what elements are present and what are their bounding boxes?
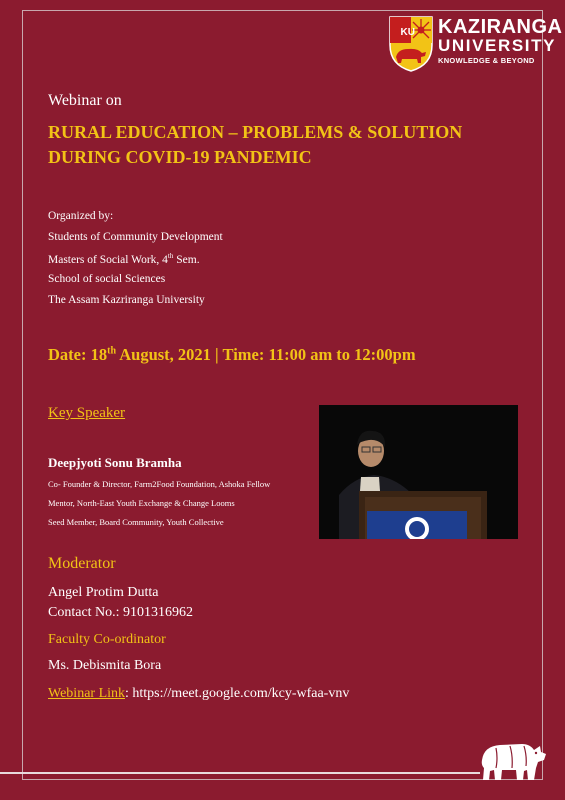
intro-text: Webinar on — [48, 92, 122, 109]
logo-wordmark — [438, 17, 563, 65]
faculty-name: Ms. Debismita Bora — [48, 658, 162, 673]
webinar-link-row — [48, 686, 349, 702]
key-speaker-heading: Key Speaker — [48, 405, 126, 421]
bottom-divider — [0, 772, 480, 774]
title-line1: RURAL EDUCATION – PROBLEMS & SOLUTION — [48, 122, 463, 142]
moderator-heading: Moderator — [48, 555, 116, 572]
shield-emblem-icon — [388, 15, 434, 73]
university-logo — [388, 15, 563, 75]
logo-name-line2: UNIVERSITY — [438, 36, 557, 55]
moderator-contact: Contact No.: 9101316962 — [48, 605, 194, 620]
rhino-icon — [478, 738, 550, 782]
speaker-photo — [319, 405, 518, 539]
webinar-link-url[interactable]: : https://meet.google.com/kcy-wfaa-vnv — [125, 686, 350, 701]
speaker-role: Mentor, North-East Youth Exchange & Change Looms — [48, 498, 235, 508]
speaker-role: Seed Member, Board Community, Youth Collective — [48, 517, 224, 527]
logo-name-line1: KAZIRANGA — [438, 16, 563, 38]
date-time: Date: 18th August, 2021 | Time: 11:00 am to 12:00pm — [48, 345, 416, 364]
organizer-line: School of social Sciences — [48, 273, 166, 285]
organizers-heading: Organized by: — [48, 210, 114, 222]
organizer-line: The Assam Kazriranga University — [48, 294, 205, 306]
webinar-link-label[interactable]: Webinar Link — [48, 686, 126, 701]
organizer-line: Students of Community Development — [48, 231, 223, 243]
faculty-heading: Faculty Co-ordinator — [48, 632, 166, 647]
logo-badge-text: KU — [400, 27, 415, 38]
title-line2: DURING COVID-19 PANDEMIC — [48, 147, 312, 167]
organizer-line: Masters of Social Work, 4th Sem. — [48, 252, 200, 266]
moderator-name: Angel Protim Dutta — [48, 585, 159, 600]
speaker-role: Co- Founder & Director, Farm2Food Foundation, Ashoka Fellow — [48, 479, 271, 489]
logo-tagline: KNOWLEDGE & BEYOND — [438, 56, 535, 65]
speaker-name: Deepjyoti Sonu Bramha — [48, 455, 182, 470]
